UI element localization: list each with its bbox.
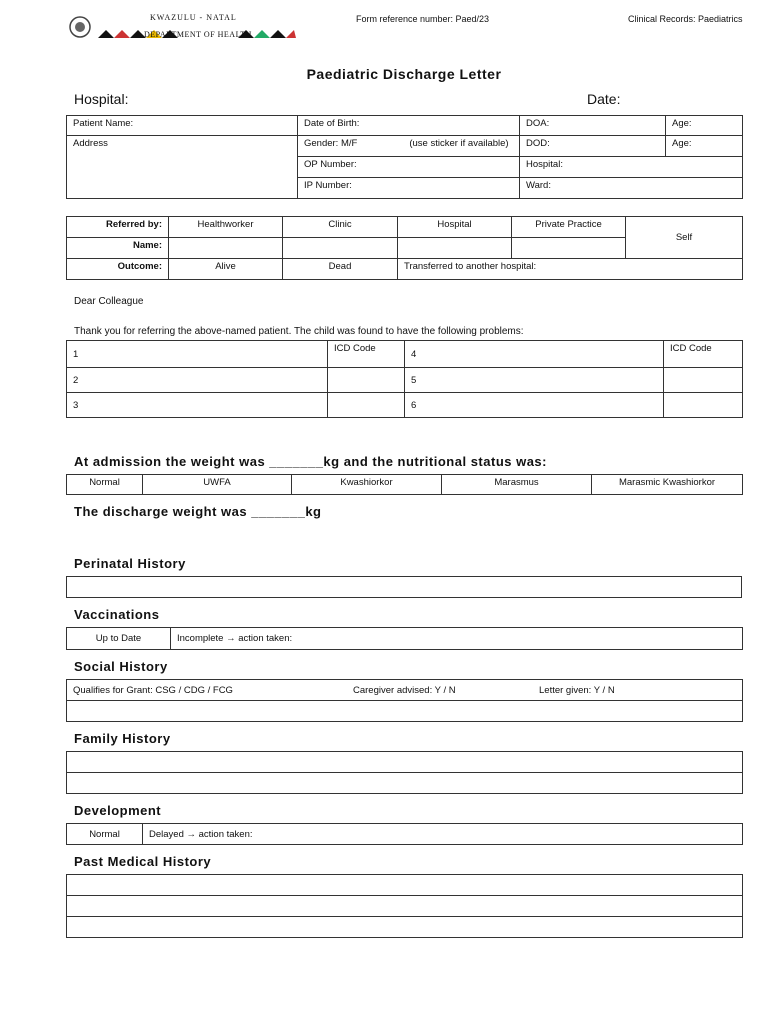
dev-normal-option[interactable]: Normal: [67, 824, 143, 845]
icd-code-2[interactable]: [328, 368, 405, 393]
salutation: Dear Colleague: [74, 296, 144, 307]
age-field[interactable]: Age:: [666, 116, 743, 136]
age-field-2[interactable]: Age:: [666, 136, 743, 157]
name-cell-1[interactable]: [169, 238, 283, 259]
development-table: [66, 823, 743, 845]
social-history-table: [66, 679, 743, 722]
problem-3[interactable]: 3: [67, 393, 328, 418]
nutrition-table: [66, 474, 743, 495]
nutrition-marasmic-kwashiorkor[interactable]: Marasmic Kwashiorkor: [592, 475, 743, 495]
transferred-option[interactable]: Transferred to another hospital:: [398, 259, 743, 280]
clinic-option[interactable]: Clinic: [283, 217, 398, 238]
name-cell-4[interactable]: [512, 238, 626, 259]
ward-field[interactable]: Ward:: [520, 178, 743, 199]
vacc-incomplete-field[interactable]: Incomplete → action taken:: [171, 628, 743, 650]
social-options-row[interactable]: [67, 680, 743, 701]
letter-options: Letter given: Y / N: [539, 684, 615, 696]
sticker-note: (use sticker if available): [409, 138, 509, 149]
icd-code-header-2: ICD Code: [664, 341, 743, 368]
problem-2[interactable]: 2: [67, 368, 328, 393]
dead-option[interactable]: Dead: [283, 259, 398, 280]
development-heading: Development: [74, 803, 162, 818]
grant-options: Qualifies for Grant: CSG / CDG / FCG: [73, 684, 233, 696]
org-name: KWAZULU - NATAL: [150, 13, 237, 22]
nutrition-marasmus[interactable]: Marasmus: [442, 475, 592, 495]
discharge-weight-heading: The discharge weight was _______kg: [74, 504, 322, 519]
intro-text: Thank you for referring the above-named patient. The child was found to have the following problems:: [74, 326, 524, 337]
date-label: Date:: [587, 91, 621, 107]
ip-number-field[interactable]: IP Number:: [298, 178, 520, 199]
referral-table: [66, 216, 743, 280]
problem-1[interactable]: 1: [67, 341, 328, 368]
referred-by-label: Referred by:: [67, 217, 169, 238]
outcome-label: Outcome:: [67, 259, 169, 280]
name-cell-2[interactable]: [283, 238, 398, 259]
dob-field[interactable]: Date of Birth:: [298, 116, 520, 136]
social-notes-field[interactable]: [67, 701, 743, 722]
family-history-heading: Family History: [74, 731, 171, 746]
records-label: Clinical Records: Paediatrics: [628, 14, 743, 24]
vaccinations-heading: Vaccinations: [74, 607, 160, 622]
form-reference: Form reference number: Paed/23: [356, 14, 490, 24]
family-history-line-2[interactable]: [67, 773, 743, 794]
perinatal-heading: Perinatal History: [74, 556, 186, 571]
healthworker-option[interactable]: Healthworker: [169, 217, 283, 238]
alive-option[interactable]: Alive: [169, 259, 283, 280]
op-number-field[interactable]: OP Number:: [298, 157, 520, 178]
icd-code-header-1: ICD Code: [328, 341, 405, 368]
family-history-table: [66, 751, 743, 794]
gender-field[interactable]: Gender: M/F (use sticker if available): [298, 136, 520, 157]
problems-table: [66, 340, 743, 418]
past-medical-table: [66, 874, 743, 938]
patient-name-field[interactable]: Patient Name:: [67, 116, 298, 136]
name-label: Name:: [67, 238, 169, 259]
name-cell-3[interactable]: [398, 238, 512, 259]
past-medical-line-1[interactable]: [67, 875, 743, 896]
icd-code-5[interactable]: [664, 368, 743, 393]
problem-5[interactable]: 5: [405, 368, 664, 393]
vacc-up-to-date-option[interactable]: Up to Date: [67, 628, 171, 650]
hospital-field[interactable]: Hospital:: [520, 157, 743, 178]
nutrition-kwashiorkor[interactable]: Kwashiorkor: [292, 475, 442, 495]
past-medical-line-3[interactable]: [67, 917, 743, 938]
vaccinations-table: [66, 627, 743, 650]
past-medical-heading: Past Medical History: [74, 854, 212, 869]
past-medical-line-2[interactable]: [67, 896, 743, 917]
family-history-line-1[interactable]: [67, 752, 743, 773]
patient-table: [66, 115, 743, 199]
nutrition-uwfa[interactable]: UWFA: [143, 475, 292, 495]
doa-field[interactable]: DOA:: [520, 116, 666, 136]
social-history-heading: Social History: [74, 659, 168, 674]
nutrition-normal[interactable]: Normal: [67, 475, 143, 495]
dev-delayed-field[interactable]: Delayed → action taken:: [143, 824, 743, 845]
dod-field[interactable]: DOD:: [520, 136, 666, 157]
hospital-label: Hospital:: [74, 91, 129, 107]
perinatal-field[interactable]: [66, 576, 742, 598]
admission-weight-heading: At admission the weight was _______kg and the nutritional status was:: [74, 454, 547, 469]
address-field[interactable]: Address: [67, 136, 298, 199]
org-department: DEPARTMENT OF HEALTH: [144, 30, 252, 39]
page-title: Paediatric Discharge Letter: [306, 66, 502, 82]
hospital-option[interactable]: Hospital: [398, 217, 512, 238]
private-practice-option[interactable]: Private Practice: [512, 217, 626, 238]
caregiver-options: Caregiver advised: Y / N: [353, 684, 456, 696]
problem-6[interactable]: 6: [405, 393, 664, 418]
problem-4[interactable]: 4: [405, 341, 664, 368]
self-option[interactable]: Self: [626, 217, 743, 259]
icd-code-6[interactable]: [664, 393, 743, 418]
icd-code-3[interactable]: [328, 393, 405, 418]
